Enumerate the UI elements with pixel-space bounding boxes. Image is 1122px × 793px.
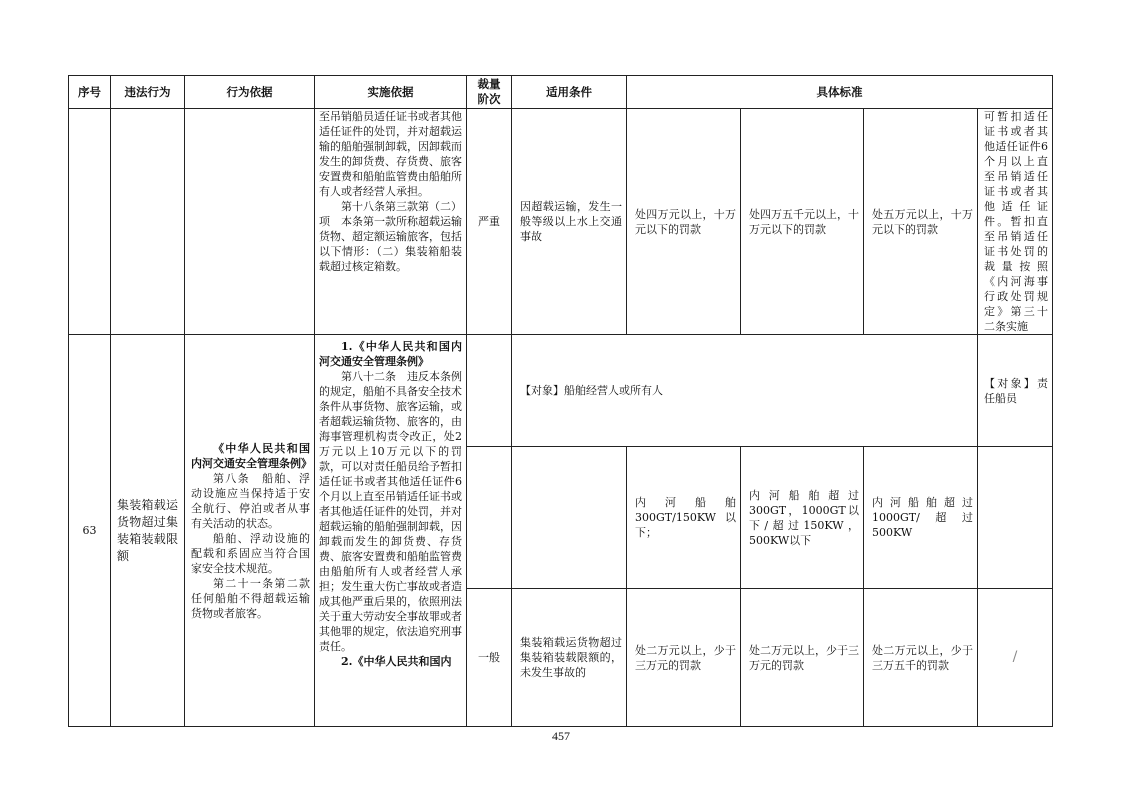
header-std: 具体标准 — [627, 76, 1053, 109]
item63-basis-p2: 船舶、浮动设施的配载和系固应当符合国家安全技术规范。 — [191, 531, 310, 575]
item63-cat2-cell: 内河船舶超过300GT，1000GT以下/超过150KW，500KW以下 — [741, 447, 864, 589]
header-level: 裁量阶次 — [467, 76, 512, 109]
cont-cond-cell: 因超载运输，发生一般等级以上水上交通事故 — [512, 109, 627, 335]
item63-target-level-cell — [467, 335, 512, 447]
cont-std1-cell: 处四万元以上，十万元以下的罚款 — [627, 109, 741, 335]
cont-seq-cell — [69, 109, 111, 335]
item63-std2-cell: 处二万元以上，少于三万元的罚款 — [741, 589, 864, 727]
header-row — [69, 76, 1053, 109]
item63-violation-cell: 集装箱载运货物超过集装箱装载限额 — [111, 335, 185, 727]
item63-seq-cell: 63 — [69, 335, 111, 727]
item63-level-cell: 一般 — [467, 589, 512, 727]
cont-violation-cell — [111, 109, 185, 335]
item63-impl-title: 1.《中华人民共和国内河交通安全管理条例》 — [319, 340, 462, 368]
item63-basis-title: 《中华人民共和国内河交通安全管理条例》 — [191, 441, 312, 470]
item63-target-crew-cell: 【对象】责任船员 — [978, 335, 1053, 447]
item63-cat-cond-cell — [512, 447, 627, 589]
regulation-table — [68, 75, 1053, 727]
item63-impl-title2: 2.《中华人民共和国内 — [341, 655, 452, 668]
item63-basis-p3: 第二十一条第二款 任何船舶不得超载运输货物或者旅客。 — [191, 576, 321, 620]
item63-impl-p1: 第八十二条 违反本条例的规定，船舶不具备安全技术条件从事货物、旅客运输，或者超载运输货物、旅客的，由海事管理机构责令改正，处2万元以上10万元以下的罚款，可以对责任船员给予暂扣适任证书或者其他适任证件6个月以上直至吊销适任证书或者其他适任证件的处罚，并对超载运输的船舶强制卸载，因卸载而发生的卸货费、存货费、旅客安置费和船舶监管费由船舶所有人或者经营人承担；发生重大伤亡事故或者造成其他严重后果的，依照刑法关于重大劳动安全事故罪或者其他罪的规定，依法追究刑事责任。 — [319, 370, 462, 653]
item63-std1-cell: 处二万元以上，少于三万元的罚款 — [627, 589, 741, 727]
item63-std3-cell: 处二万元以上，少于三万五千的罚款 — [864, 589, 978, 727]
item63-cat3-cell: 内河船舶超过1000GT/超过500KW — [864, 447, 978, 589]
cont-basis-cell — [185, 109, 315, 335]
item63-cat-level-cell — [467, 447, 512, 589]
cont-std2-cell: 处四万五千元以上，十万元以下的罚款 — [741, 109, 864, 335]
header-cond: 适用条件 — [512, 76, 627, 109]
item63-cond-cell: 集装箱载运货物超过集装箱装载限额的，未发生事故的 — [512, 589, 627, 727]
item63-basis-p1: 第八条 船舶、浮动设施应当保持适于安全航行、停泊或者从事有关活动的状态。 — [191, 471, 310, 530]
item63-impl-cell — [315, 335, 467, 727]
cont-std3-cell: 处五万元以上，十万元以下的罚款 — [864, 109, 978, 335]
page-number: 457 — [552, 729, 570, 743]
header-seq: 序号 — [69, 76, 111, 109]
cont-std4-cell: 可暂扣适任证书或者其他适任证件6个月以上直至吊销适任证书或者其他适任证件。暂扣直至吊销适任证书处罚的裁量按照《内河海事行政处罚规定》第三十二条实施 — [978, 109, 1053, 335]
cont-impl-p1: 至吊销船员适任证书或者其他适任证件的处罚，并对超载运输的船舶强制卸载，因卸载而发生的卸货费、存货费、旅客安置费和船舶监管费由船舶所有人或者经营人承担。 — [319, 110, 462, 198]
cont-impl-p2: 第十八条第三款第（二）项 本条第一款所称超载运输货物、超定额运输旅客，包括以下情形：（二）集装箱船装载超过核定箱数。 — [319, 200, 462, 273]
item63-target-owner-cell: 【对象】船舶经营人或所有人 — [512, 335, 978, 447]
table-row — [69, 335, 1053, 447]
table-row — [69, 109, 1053, 335]
item63-cat4-cell — [978, 447, 1053, 589]
header-violation: 违法行为 — [111, 76, 185, 109]
cont-level-cell: 严重 — [467, 109, 512, 335]
item63-basis-cell — [185, 335, 321, 727]
item63-std4-cell: / — [978, 589, 1053, 727]
cont-impl-cell — [315, 109, 467, 335]
header-basis: 行为依据 — [185, 76, 315, 109]
item63-cat1-cell: 内河船舶300GT/150KW以下； — [627, 447, 741, 589]
header-impl: 实施依据 — [315, 76, 467, 109]
